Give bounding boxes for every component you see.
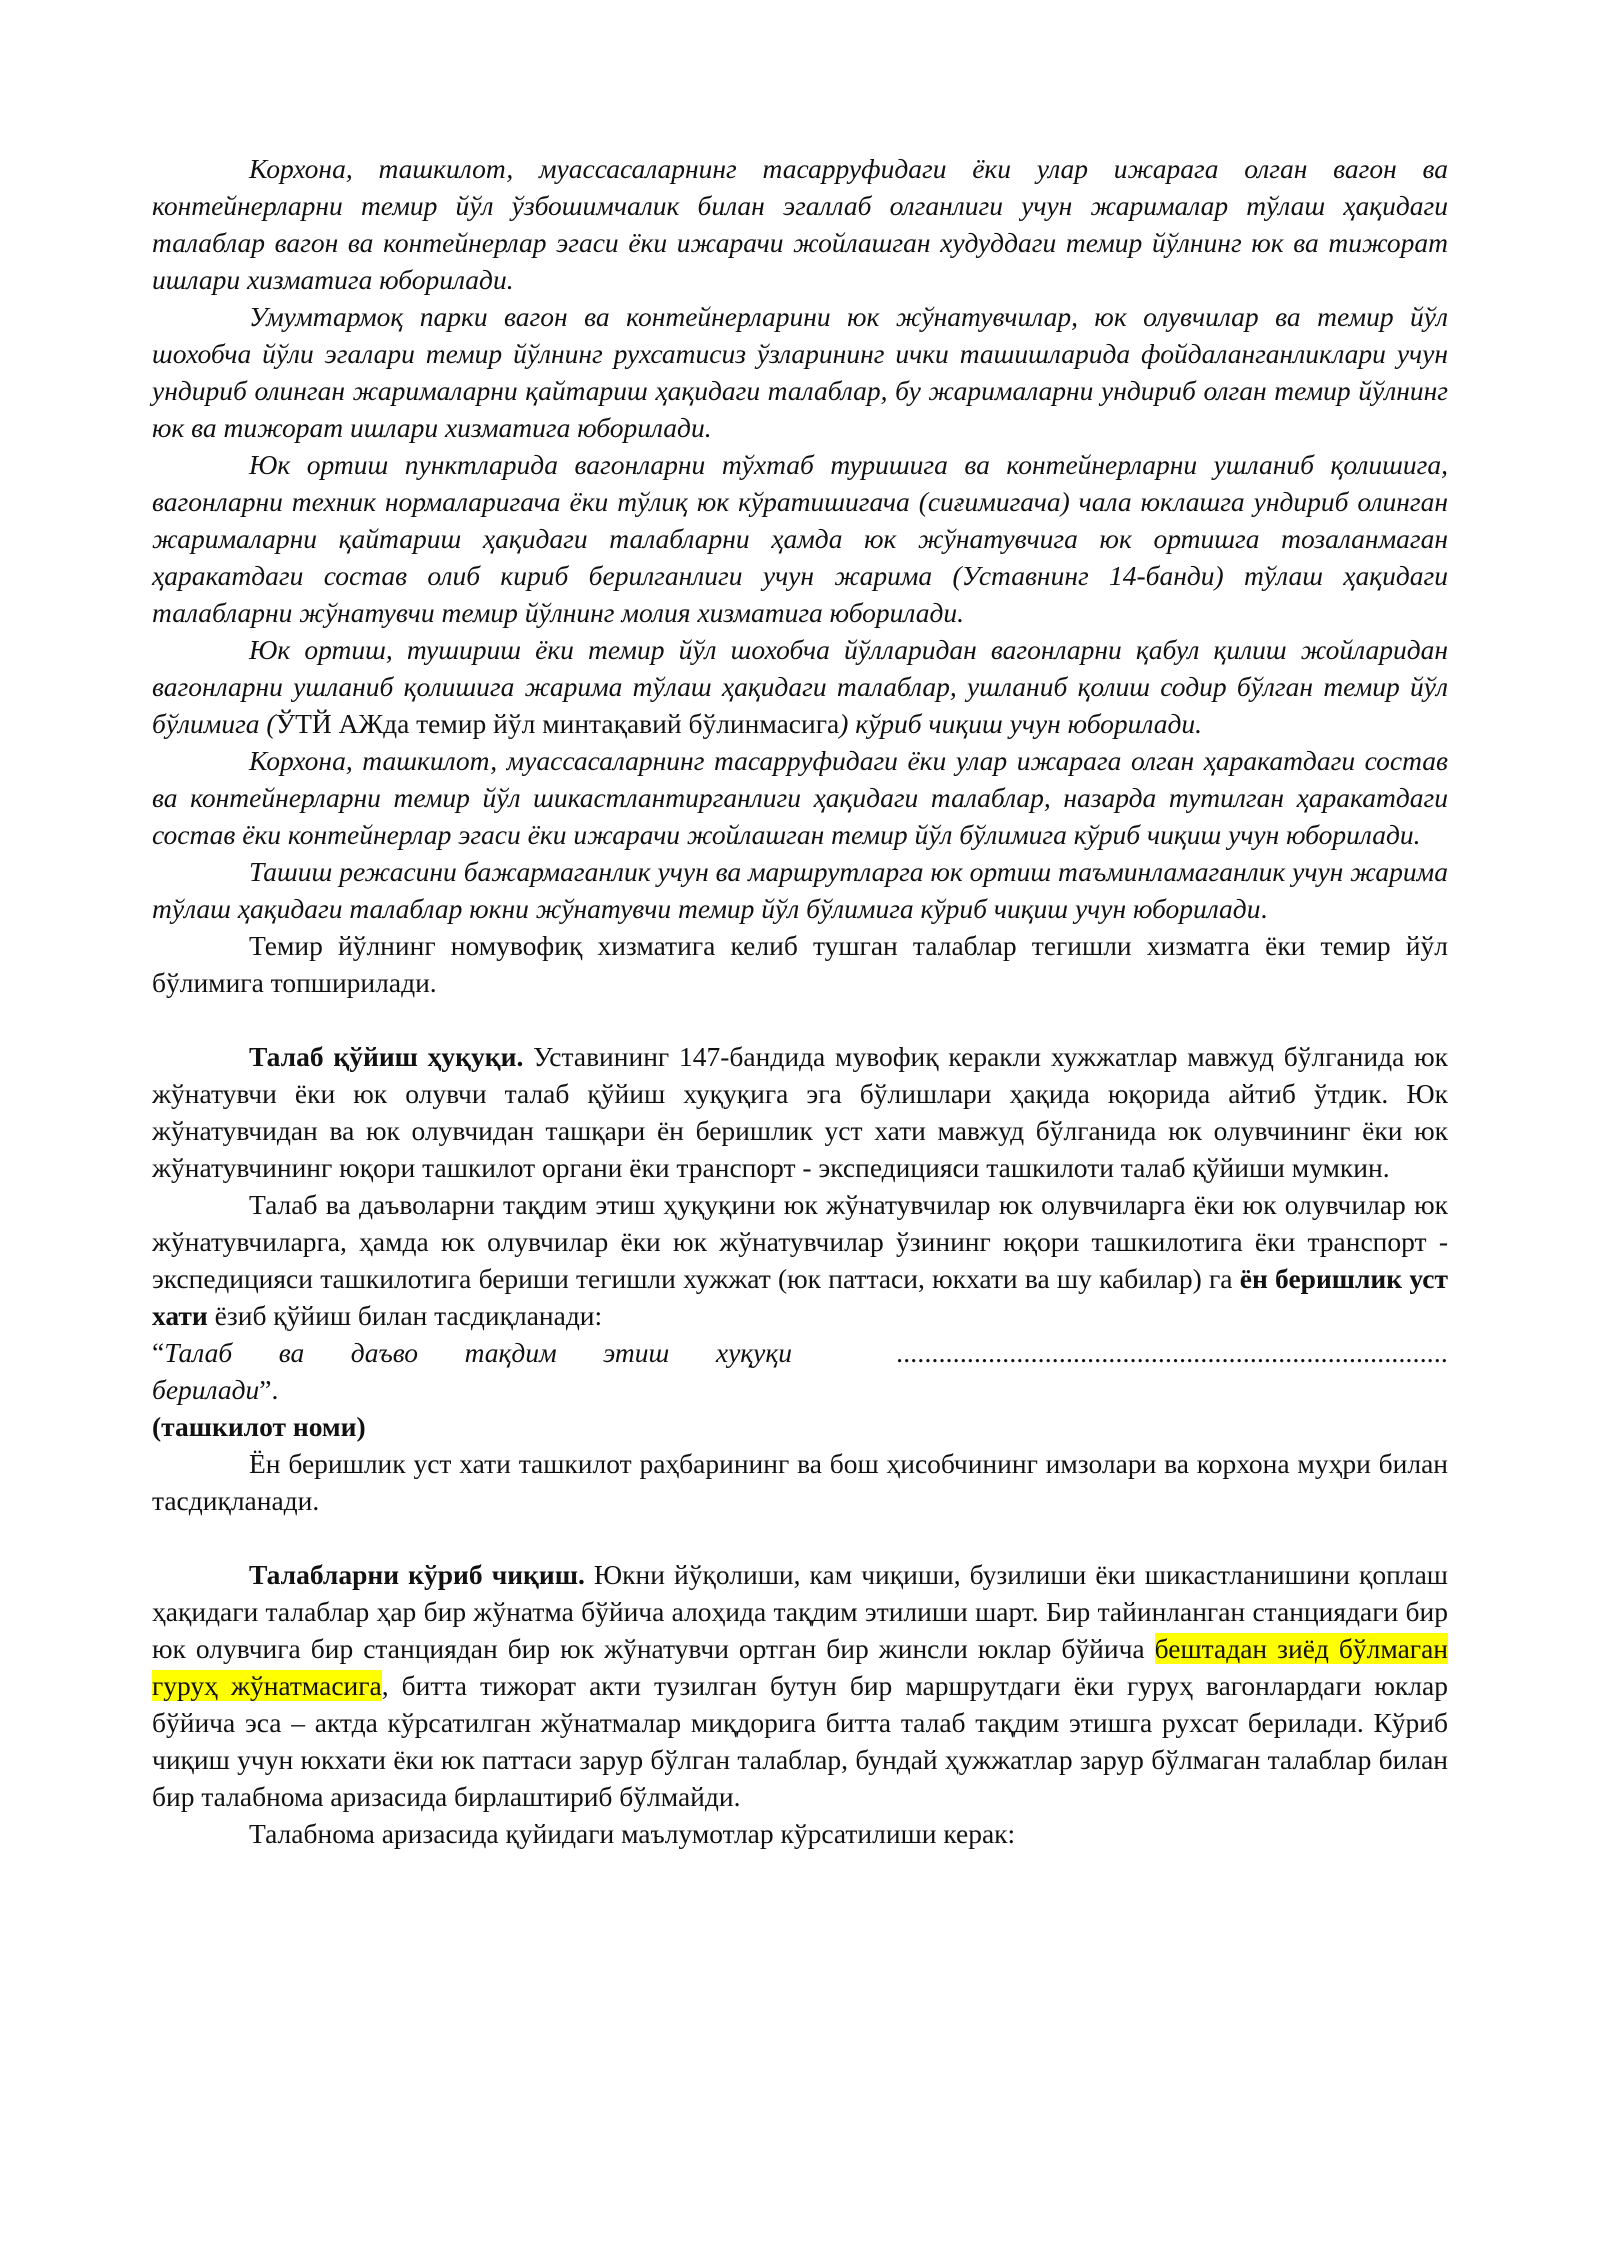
quote-words: “Талаб ва даъво тақдим этиш хуқуқи [152, 1337, 792, 1368]
paragraph-misdirected: Темир йўлнинг номувофиқ хизматига келиб тушган талаблар тегишли хизматга ёки темир йўл бўлимига топширилади. [152, 930, 1448, 998]
paragraph-transfer-right: Талаб ва даъволарни тақдим этиш ҳуқуқини юк жўнатувчилар юк олувчиларга ёки юк олувчилар юк жўнатувчиларга, ҳамда юк олувчилар ёки юк жўнатувчилар ўзининг юқори ташкилотига ёки транспорт - экспедицияси ташкилотига бериши тегишли хужжат (юк паттаси, юкхати ва шу кабилар) га ён беришлик уст хати ёзиб қўйиш билан тасдиқланади: [152, 1189, 1448, 1331]
highlighted-text: бештадан зиёд бўлмаган гуруҳ жўнатмасига [152, 1633, 1448, 1701]
paragraph-confirmation: Ён беришлик уст хати ташкилот раҳбарининг ва бош ҳисобчининг имзолари ва корхона муҳри билан тасдиқланади. [152, 1448, 1448, 1516]
paragraph-claims-review: Талабларни кўриб чиқиш. Юкни йўқолиши, кам чиқиши, бузилиши ёки шикастланишини қоплаш ҳақидаги талаблар ҳар бир жўнатма бўйича алоҳида тақдим этилиши шарт. Бир тайинланган станциядаги бир юк олувчига бир станциядан бир юк жўнатувчи ортган бир жинсли юклар бўйича бештадан зиёд бўлмаган гуруҳ жўнатмасига, битта тижорат акти тузилган бутун бир маршрутдаги ёки гуруҳ вагонлардаги юклар бўйича эса – актда кўрсатилган жўнатмалар миқдорига битта талаб тақдим этишга рухсат берилади. Кўриб чиқиш учун юкхати ёки юк паттаси зарур бўлган талаблар, бундай ҳужжатлар зарур бўлмаган талаблар билан бир талабнома аризасида бирлаштириб бўлмайди. [152, 1559, 1448, 1812]
paragraph-application-info: Талабнома аризасида қуйидаги маълумотлар кўрсатилиши керак: [249, 1818, 1016, 1849]
org-name-label: (ташкилот номи) [152, 1411, 366, 1442]
paragraph-detention: Юк ортиш, тушириш ёки темир йўл шохобча йўлларидан вагонларни қабул қилиш жойларидан вагонларни ушланиб қолишига жарима тўлаш ҳақидаги талаблар, ушланиб қолиш содир бўлган темир йўл бўлимига (ЎТЙ АЖда темир йўл минтақавий бўлинмасига) кўриб чиқиш учун юборилади. [152, 634, 1448, 739]
heading-claim-right: Талаб қўйиш ҳуқуқи. [249, 1041, 524, 1072]
paragraph-damage: Корхона, ташкилот, муассасаларнинг тасарруфидаги ёки улар ижарага олган ҳаракатдаги состав ва контейнерларни темир йўл шикастлантирганлиги ҳақидаги талаблар, назарда тутилган ҳаракатдаги состав ёки контейнерлар эгаси ёки ижарачи жойлашган темир йўл бўлимига кўриб чиқиш учун юборилади. [152, 745, 1448, 850]
paragraph-loading-points: Юк ортиш пунктларида вагонларни тўхтаб туришига ва контейнерларни ушланиб қолишига, вагонларни техник нормаларигача ёки тўлиқ юк кўратишигача (сиғимигача) чала юклашга ундириб олинган жарималарни қайтариш ҳақидаги талабларни ҳамда юк жўнатувчига юк ортишга тозаланмаган ҳаракатдаги состав олиб кириб берилганлиги учун жарима (Уставнинг 14-банди) тўлаш ҳақидаги талабларни жўнатувчи темир йўлнинг молия хизматига юборилади. [152, 449, 1448, 628]
document-page [152, 150, 1448, 1852]
quote-line [152, 1334, 1448, 1371]
quote-dots: .............................................................................. [896, 1337, 1448, 1368]
paragraph-wagon-seizure: Корхона, ташкилот, муассасаларнинг тасарруфидаги ёки улар ижарага олган вагон ва контейнерларни темир йўл ўзбошимчалик билан эгаллаб олганлиги учун жарималар тўлаш ҳақидаги талаблар вагон ва контейнерлар эгаси ёки ижарачи жойлашган худуддаги темир йўлнинг юк ва тижорат ишлари хизматига юборилади. [152, 153, 1448, 295]
paragraph-common-fleet: Умумтармоқ парки вагон ва контейнерларини юк жўнатувчилар, юк олувчилар ва темир йўл шохобча йўли эгалари темир йўлнинг рухсатисиз ўзларининг ички ташишларида фойдаланганликлари учун ундириб олинган жарималарни қайтариш ҳақидаги талаблар, бу жарималарни ундириб олган темир йўлнинг юк ва тижорат ишлари хизматига юборилади. [152, 301, 1448, 443]
quote-end-line: берилади”. [152, 1374, 279, 1405]
paragraph-claim-right: Талаб қўйиш ҳуқуқи. Уставининг 147-бандида мувофиқ керакли хужжатлар мавжуд бўлганида юк жўнатувчи ёки юк олувчи талаб қўйиш хуқуқига эга бўлишлари ҳақида юқорида айтиб ўтдик. Юк жўнатувчидан ва юк олувчидан ташқари ён беришлик уст хати мавжуд бўлганида юк олувчининг ёки юк жўнатувчининг юқори ташкилот органи ёки транспорт - экспедицияси ташкилоти талаб қўйиши мумкин. [152, 1041, 1448, 1183]
heading-claims-review: Талабларни кўриб чиқиш. [249, 1559, 585, 1590]
paragraph-plan-failure: Ташиш режасини бажармаганлик учун ва маршрутларга юк ортиш таъминламаганлик учун жарима тўлаш ҳақидаги талаблар юкни жўнатувчи темир йўл бўлимига кўриб чиқиш учун юборилади. [152, 856, 1448, 924]
